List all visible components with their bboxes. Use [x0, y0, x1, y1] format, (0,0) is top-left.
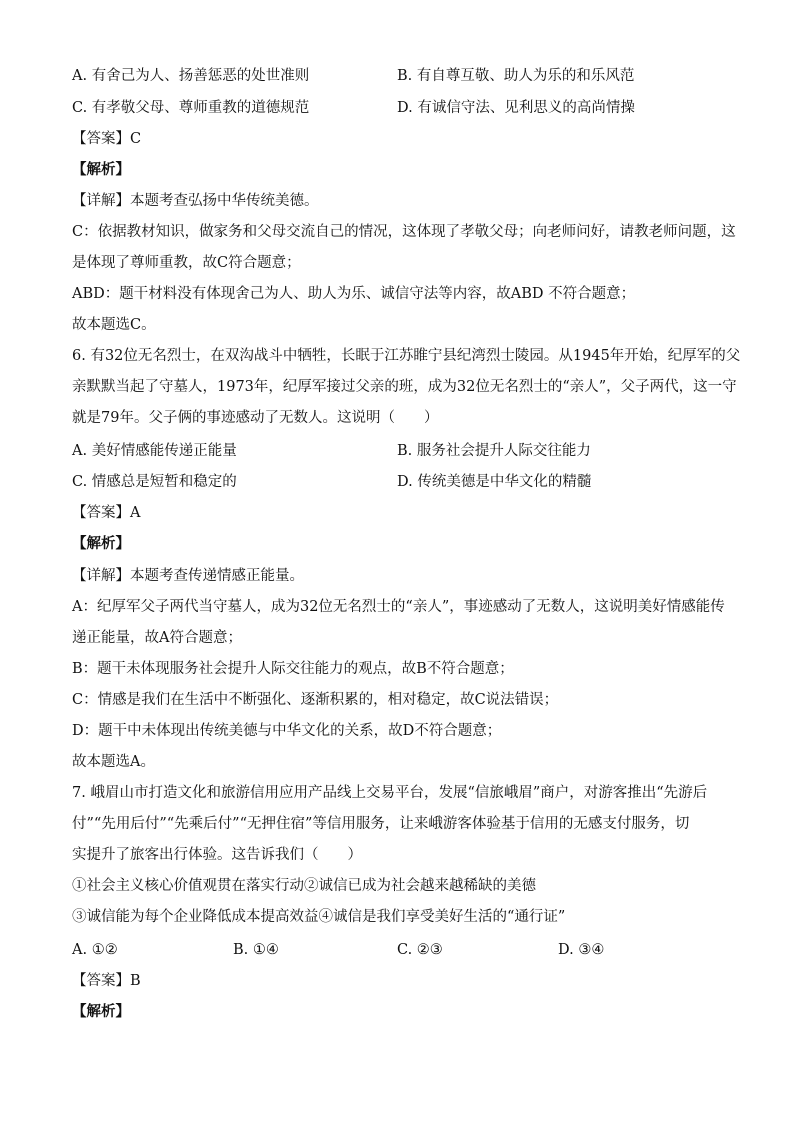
q5-analysis-label: 【解析】	[72, 161, 130, 178]
q7-option-b: B. ①④	[233, 942, 279, 958]
q6-explain-a-line1: A：纪厚军父子两代当守墓人，成为32位无名烈士的“亲人”，事迹感动了无数人，这说明美好情感能传	[72, 599, 725, 615]
q7-option-d: D. ③④	[558, 942, 605, 958]
q5-explain-abd: ABD：题干材料没有体现舍己为人、助人为乐、诚信守法等内容，故ABD 不符合题意；	[72, 286, 636, 302]
q6-option-c: C. 情感总是短暂和稳定的	[72, 474, 237, 490]
q6-detail: 【详解】本题考查传递情感正能量。	[72, 568, 304, 584]
q7-stem-line1: 7. 峨眉山市打造文化和旅游信用应用产品线上交易平台，发展“信旅峨眉”商户，对游客推出“先游后	[72, 785, 708, 801]
q5-option-a: A. 有舍己为人、扬善惩恶的处世准则	[72, 68, 310, 84]
q6-answer: 【答案】A	[72, 505, 141, 521]
q7-stem-line2: 付”“先用后付”“先乘后付”“无押住宿”等信用服务，让来峨游客体验基于信用的无感支付服务，切	[72, 816, 690, 832]
q6-explain-a-line2: 递正能量，故A符合题意；	[72, 630, 242, 646]
q5-explain-c-line2: 是体现了尊师重教，故C符合题意；	[72, 255, 301, 271]
q6-option-a: A. 美好情感能传递正能量	[72, 443, 237, 459]
q6-stem-line3: 就是79年。父子俩的事迹感动了无数人。这说明（ ）	[72, 410, 439, 426]
q5-answer: 【答案】C	[72, 131, 142, 147]
q7-option-a: A. ①②	[72, 942, 118, 958]
q6-stem-line2: 亲默默当起了守墓人，1973年，纪厚军接过父亲的班，成为32位无名烈士的“亲人”，父子两代，这一守	[72, 379, 737, 395]
q7-stem-line3: 实提升了旅客出行体验。这告诉我们（ ）	[72, 847, 362, 863]
q6-stem-line1: 6. 有32位无名烈士，在双沟战斗中牺牲，长眠于江苏睢宁县纪湾烈士陵园。从1945年开始，纪厚军的父	[72, 348, 741, 364]
q5-conclusion: 故本题选C。	[72, 317, 156, 333]
q7-statements-line1: ①社会主义核心价值观贯在落实行动②诚信已成为社会越来越稀缺的美德	[72, 878, 536, 894]
q7-answer: 【答案】B	[72, 973, 141, 989]
q5-detail: 【详解】本题考查弘扬中华传统美德。	[72, 193, 319, 209]
q5-explain-c-line1: C：依据教材知识，做家务和父母交流自己的情况，这体现了孝敬父母；向老师问好，请教老师问题，这	[72, 224, 736, 240]
q7-option-c: C. ②③	[397, 942, 443, 958]
q6-analysis-label: 【解析】	[72, 535, 130, 552]
q6-explain-d: D：题干中未体现出传统美德与中华文化的关系，故D不符合题意；	[72, 723, 502, 739]
q6-option-b: B. 服务社会提升人际交往能力	[397, 443, 591, 459]
q6-explain-c: C：情感是我们在生活中不断强化、逐渐积累的，相对稳定，故C说法错误；	[72, 692, 559, 708]
q5-option-c: C. 有孝敬父母、尊师重教的道德规范	[72, 100, 310, 116]
q7-analysis-label: 【解析】	[72, 1003, 130, 1020]
q6-option-d: D. 传统美德是中华文化的精髓	[397, 474, 592, 490]
q6-conclusion: 故本题选A。	[72, 754, 155, 770]
q7-statements-line2: ③诚信能为每个企业降低成本提高效益④诚信是我们享受美好生活的“通行证”	[72, 909, 566, 925]
q5-option-d: D. 有诚信守法、见利思义的高尚情操	[397, 100, 635, 116]
q6-explain-b: B：题干未体现服务社会提升人际交往能力的观点，故B不符合题意；	[72, 661, 514, 677]
q5-option-b: B. 有自尊互敬、助人为乐的和乐风范	[397, 68, 635, 84]
